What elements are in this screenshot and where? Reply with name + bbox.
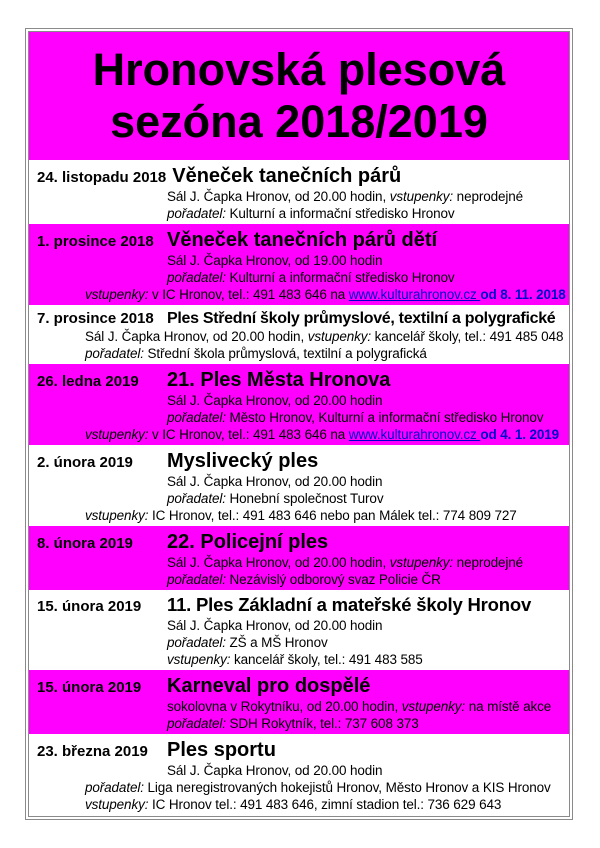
event-date: 1. prosince 2018 [37,232,154,250]
ticket-sale-date: od 4. 1. 2019 [480,427,560,443]
text-segment: Sál J. Čapka Hronov, od 20.00 hodin [167,617,383,633]
event-title: 21. Ples Města Hronova [167,369,391,392]
event-row-3 [29,305,569,365]
event-details-line [167,188,565,205]
page-title-line-1: Hronovská plesová [92,44,506,95]
label-poradatel: pořadatel: [85,346,144,362]
text-segment: Město Hronov, Kulturní a informační středisko Hronov [225,410,544,426]
event-row-8 [29,670,569,734]
event-row-4 [29,364,569,445]
website-link[interactable]: www.kulturahronov.cz [348,286,481,302]
event-header [37,229,565,251]
event-header [37,310,565,328]
text-segment: Kulturní a informační středisko Hronov [225,205,455,221]
text-segment: kancelář školy, tel.: 491 485 048 [371,329,564,345]
event-details-line [85,345,565,362]
label-poradatel: pořadatel: [167,634,226,650]
event-details-line [167,554,565,571]
text-segment: Sál J. Čapka Hronov, od 20.00 hodin [167,393,383,409]
event-details-line [167,651,565,668]
text-segment: Sál J. Čapka Hronov, od 20.00 hodin, [167,188,390,204]
ticket-sale-date: od 8. 11. 2018 [480,286,566,302]
event-details-line [85,328,565,345]
event-details-line [167,392,565,409]
text-segment: sokolovna v Rokytníku, od 20.00 hodin, [167,698,402,714]
label-poradatel: pořadatel: [85,779,144,795]
label-vstupenky: vstupenky: [85,286,149,302]
label-poradatel: pořadatel: [167,572,226,588]
event-date: 24. listopadu 2018 [37,168,167,186]
event-date: 7. prosince 2018 [37,309,154,327]
text-segment: Sál J. Čapka Hronov, od 20.00 hodin, [85,329,308,345]
event-row-6 [29,526,569,590]
event-header [37,595,565,616]
text-segment: na místě akce [465,698,552,714]
event-details-line [167,634,565,651]
label-vstupenky: vstupenky: [389,188,454,204]
event-title: Myslivecký ples [167,450,319,473]
label-poradatel: pořadatel: [167,205,226,221]
event-details-line [167,715,565,732]
event-header [37,450,565,472]
event-details-line [167,698,565,715]
event-details-line [85,426,565,443]
page-title-line-2: sezóna 2018/2019 [110,95,488,147]
event-header [37,369,565,391]
event-header [37,739,565,761]
event-date: 2. února 2019 [37,454,133,472]
text-segment: IC Hronov tel.: 491 483 646, zimní stadion tel.: 736 629 643 [148,796,502,812]
event-date: 8. února 2019 [37,535,133,553]
event-date: 15. února 2019 [37,678,142,696]
event-details-line [167,762,565,779]
event-date: 26. ledna 2019 [37,373,139,391]
event-row-5 [29,445,569,526]
event-details-line [167,571,565,588]
event-title: 22. Policejní ples [167,531,329,554]
event-details-line [167,409,565,426]
poster-title-block [29,32,569,160]
event-header [37,165,565,187]
text-segment: Střední škola průmyslová, textilní a polygrafická [143,346,427,362]
label-vstupenky: vstupenky: [85,508,149,524]
label-vstupenky: vstupenky: [401,698,466,714]
event-row-2 [29,224,569,305]
text-segment: neprodejné [453,188,524,204]
event-date: 15. února 2019 [37,598,142,616]
label-poradatel: pořadatel: [167,410,226,426]
event-header [37,531,565,553]
event-details-line [167,617,565,634]
event-date: 23. března 2019 [37,742,148,760]
website-link[interactable]: www.kulturahronov.cz [348,427,481,443]
event-title: Ples sportu [167,738,276,761]
label-vstupenky: vstupenky: [167,651,231,667]
event-title: Karneval pro dospělé [167,674,371,697]
event-title: 11. Ples Základní a mateřské školy Hronov [167,594,532,616]
text-segment: Sál J. Čapka Hronov, od 20.00 hodin, [167,555,390,571]
event-details-line [167,252,565,269]
text-segment: ZŠ a MŠ Hronov [225,634,328,650]
label-vstupenky: vstupenky: [307,329,372,345]
poster-page [25,28,573,820]
text-segment: IC Hronov, tel.: 491 483 646 nebo pan Málek tel.: 774 809 727 [148,508,517,524]
event-details-line [167,490,565,507]
text-segment: v IC Hronov, tel.: 491 483 646 na [148,286,349,302]
event-row-1 [29,160,569,224]
label-vstupenky: vstupenky: [85,427,149,443]
text-segment: SDH Rokytník, tel.: 737 608 373 [225,715,419,731]
event-details-line [85,507,565,524]
text-segment: kancelář školy, tel.: 491 483 585 [230,651,423,667]
label-poradatel: pořadatel: [167,269,226,285]
text-segment: Liga neregistrovaných hokejistů Hronov, Město Hronov a KIS Hronov [143,779,551,795]
text-segment: v IC Hronov, tel.: 491 483 646 na [148,427,349,443]
event-details-line [85,286,565,303]
label-vstupenky: vstupenky: [389,555,454,571]
event-details-line [167,205,565,222]
text-segment: Sál J. Čapka Hronov, od 20.00 hodin [167,762,383,778]
event-title: Věneček tanečních párů [172,164,402,187]
event-row-7 [29,590,569,670]
text-segment: Honební společnost Turov [225,491,384,507]
event-header [37,675,565,697]
text-segment: Nezávislý odborový svaz Policie ČR [225,572,441,588]
event-details-line [167,473,565,490]
label-poradatel: pořadatel: [167,491,226,507]
label-vstupenky: vstupenky: [85,796,149,812]
text-segment: neprodejné [453,555,524,571]
event-details-line [167,269,565,286]
label-poradatel: pořadatel: [167,715,226,731]
text-segment: Kulturní a informační středisko Hronov [225,269,455,285]
text-segment: Sál J. Čapka Hronov, od 19.00 hodin [167,252,383,268]
event-title: Ples Střední školy průmyslové, textilní a polygrafické [167,309,556,327]
event-details-line [85,779,565,796]
event-details-line [85,796,565,813]
event-row-9 [29,734,569,815]
event-title: Věneček tanečních párů dětí [167,228,438,251]
text-segment: Sál J. Čapka Hronov, od 20.00 hodin [167,474,383,490]
